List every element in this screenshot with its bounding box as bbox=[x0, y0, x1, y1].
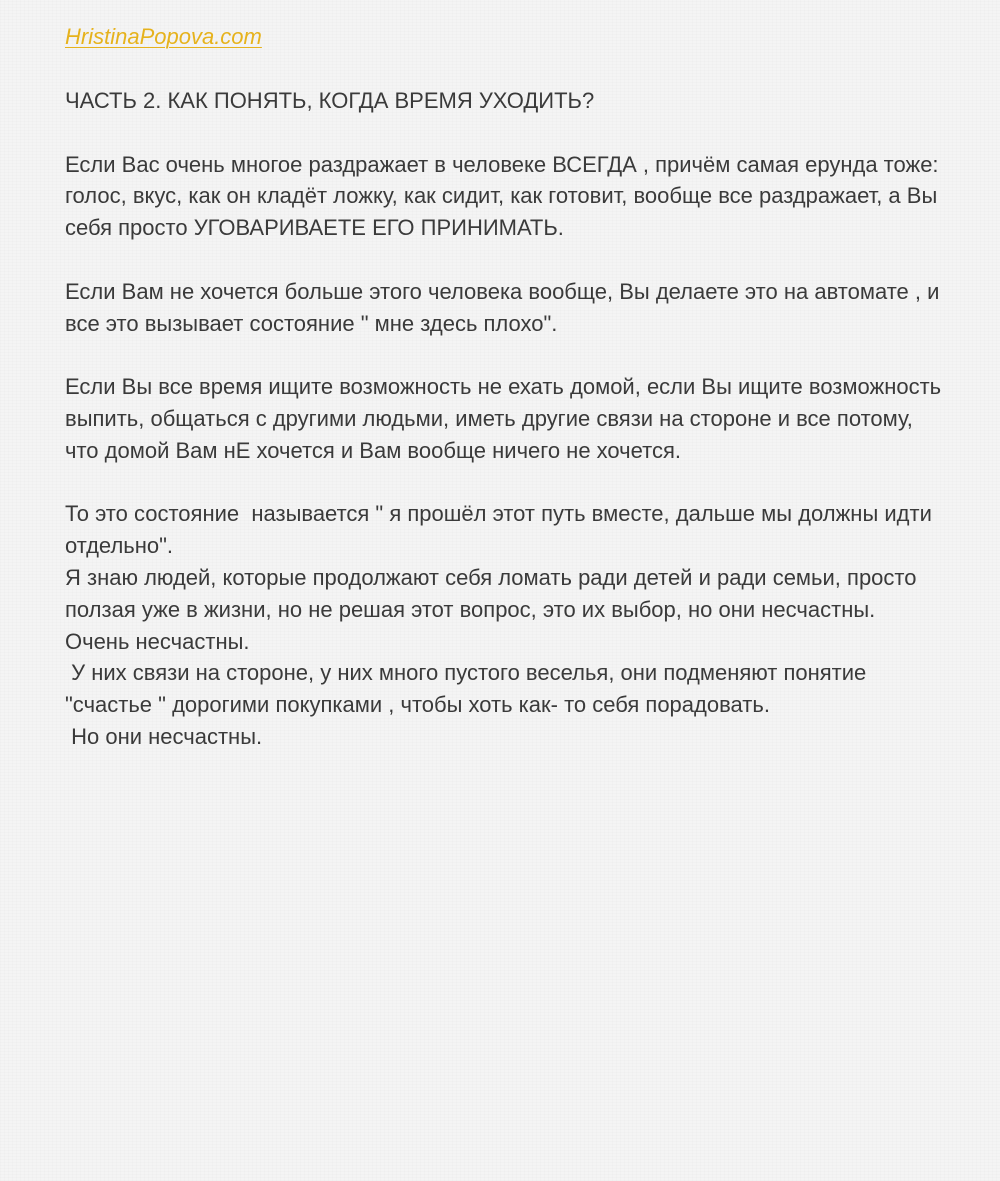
paragraph-5: Я знаю людей, которые продолжают себя ломать ради детей и ради семьи, просто ползая уже в жизни, но не решая этот вопрос, это их выбор, но они несчастны. bbox=[65, 564, 923, 622]
site-link[interactable]: HristinaPopova.com bbox=[65, 24, 262, 49]
paragraph-gap bbox=[65, 117, 945, 149]
paragraph-gap bbox=[65, 244, 945, 276]
paragraph-3: Если Вы все время ищите возможность не ехать домой, если Вы ищите возможность выпить, общаться с другими людьми, иметь другие связи на стороне и все потому, что домой Вам нЕ хочется и Вам вообще ничего не хочется. bbox=[65, 374, 948, 463]
paragraph-gap bbox=[65, 467, 945, 499]
paragraph-7: У них связи на стороне, у них много пустого веселья, они подменяют понятие "счастье " дорогими покупками , чтобы хоть как- то себя порадовать. bbox=[65, 660, 873, 718]
paragraph-8: Но они несчастны. bbox=[65, 723, 263, 749]
paragraph-2: Если Вам не хочется больше этого человека вообще, Вы делаете это на автомате , и все это вызывает состояние " мне здесь плохо". bbox=[65, 278, 946, 336]
document-page bbox=[65, 22, 948, 753]
article-title: ЧАСТЬ 2. КАК ПОНЯТЬ, КОГДА ВРЕМЯ УХОДИТЬ? bbox=[65, 88, 595, 113]
paragraph-1: Если Вас очень многое раздражает в человеке ВСЕГДА , причём самая ерунда тоже: голос, вкус, как он кладёт ложку, как сидит, как готовит, вообще все раздражает, а Вы себя просто УГОВАРИВАЕТЕ ЕГО ПРИНИМАТЬ. bbox=[65, 151, 945, 241]
paragraph-6: Очень несчастны. bbox=[65, 628, 250, 654]
paragraph-4: То это состояние называется " я прошёл этот путь вместе, дальше мы должны идти отдельно". bbox=[65, 501, 938, 559]
paragraph-gap bbox=[65, 339, 945, 371]
